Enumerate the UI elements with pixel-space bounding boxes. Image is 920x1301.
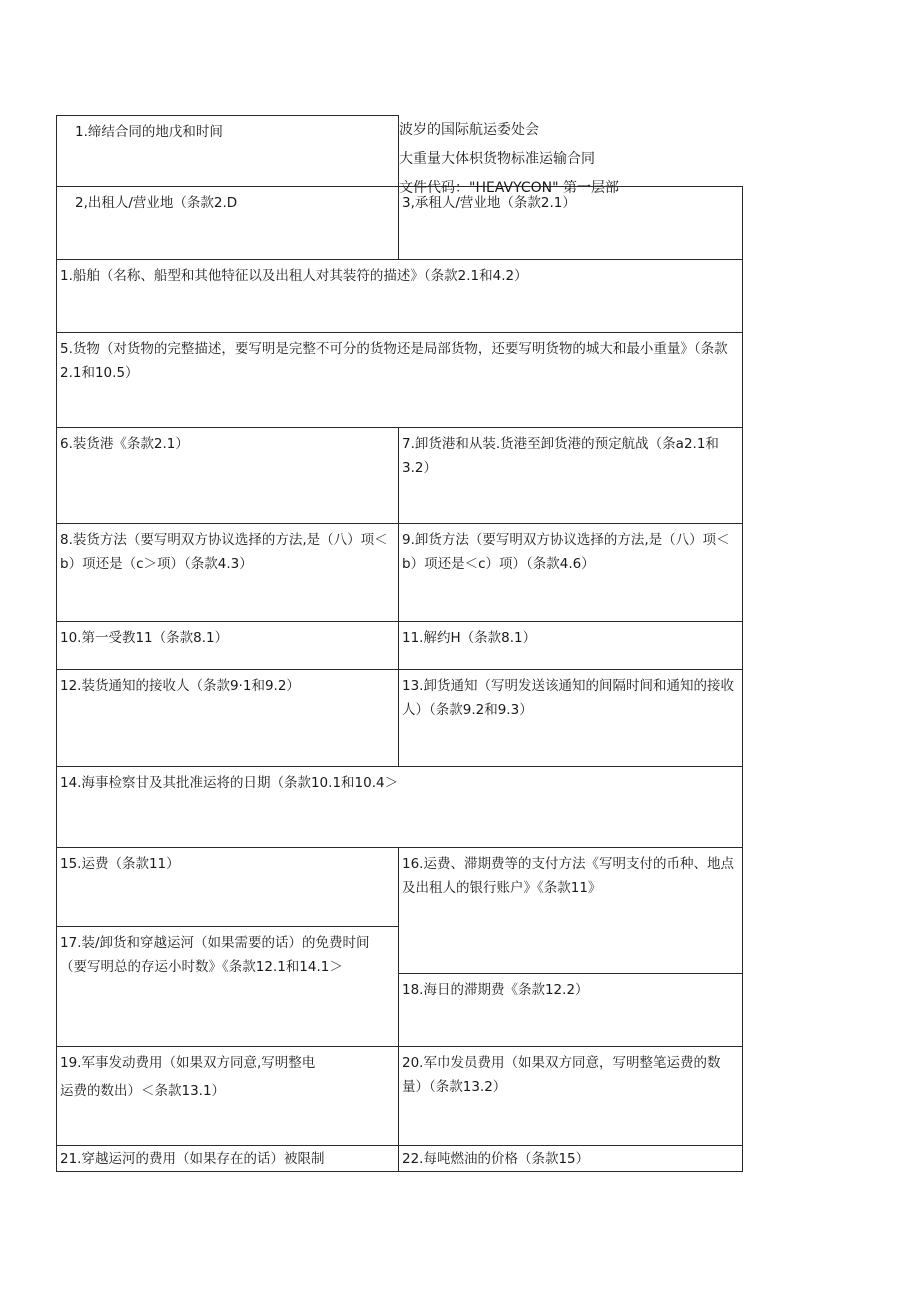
field-13-discharge-notice: 13.卸货通知（写明发送该通知的间隔时间和通知的接收人）（条款9.2和9.3）	[402, 678, 734, 718]
field-5-cargo: 5.货物（对货物的完整描述，要写明是完整不可分的货物还是局部货物，还要写明货物的城大和最小重量》（条款2.1和10.5）	[60, 341, 728, 381]
field-21-canal-cost: 21.穿越运河的费用（如果存在的话）被限制	[60, 1151, 325, 1167]
form-header	[399, 116, 743, 196]
field-15-freight: 15.运费（条款11）	[60, 856, 180, 872]
field-19-line-2: 运费的数出）＜条款13.1）	[60, 1083, 226, 1099]
field-7-discharge-port: 7.卸货港和从装.货港至卸货港的预定航战（条a2.1和3.2）	[402, 436, 719, 476]
field-22-bunker-price: 22.每吨燃油的价格（条款15）	[402, 1151, 590, 1167]
field-19-line-1: 19.军事发动费用（如果双方同意,写明整电	[60, 1055, 316, 1071]
document-title: 大重量大体枳货物标准运输合同	[399, 151, 595, 167]
field-2-owner: 2,出租人/营业地（条款2.D	[75, 195, 238, 211]
field-14-survey-date: 14.海事检察甘及其批准运将的日期（条款10.1和10.4＞	[60, 775, 399, 791]
field-8-loading-method: 8.装货方法（要写明双方协议选择的方法,是（八）项＜b）项还是（c＞项）（条款4.3）	[60, 532, 388, 572]
field-11-cancelling-date: 11.解约H（条款8.1）	[402, 630, 537, 646]
field-16-payment-method: 16.运费、滞期费等的支付方法《写明支付的币种、地点及出租人的银行账户》《条款11》	[402, 856, 734, 896]
field-10-first-day: 10.第一受教11（条款8.1）	[60, 630, 229, 646]
field-17-free-time: 17.装/卸货和穿越运河（如果需要的话）的免费时间（要写明总的存运小时数》《条款12.1和14.1＞	[60, 935, 370, 975]
field-4-vessel: 1.船舶（名称、船型和其他特征以及出租人对其装符的描述》（条款2.1和4.2）	[60, 268, 528, 284]
field-19-war-cost	[57, 1047, 397, 1145]
field-9-discharge-method: 9.卸货方法（要写明双方协议选择的方法,是（八）项＜b）项还是＜c）项）（条款4.6）	[402, 532, 730, 572]
field-18-demurrage: 18.海日的滞期费《条款12.2）	[402, 982, 589, 998]
field-3-charterer: 3,承租人/营业地（条款2.1）	[402, 195, 576, 211]
field-12-loading-notice: 12.装货通知的接收人（条款9·1和9.2）	[60, 678, 300, 694]
field-6-loading-port: 6.装货港《条款2.1）	[60, 436, 189, 452]
rule-bottom	[56, 1171, 743, 1172]
field-20-crew-cost: 20.军巾发员费用（如果双方同意，写明整笔运费的数量）（条款13.2）	[402, 1055, 721, 1095]
rule-right-lower	[742, 427, 743, 1172]
document-code: 文件代码："HEAVYCON" 第一层部	[399, 180, 620, 196]
rule-right-upper	[742, 186, 743, 433]
org-name: 波岁的国际航运委处会	[399, 122, 539, 138]
field-1-place-time: 1.缔结合同的地戊和时间	[75, 124, 223, 140]
